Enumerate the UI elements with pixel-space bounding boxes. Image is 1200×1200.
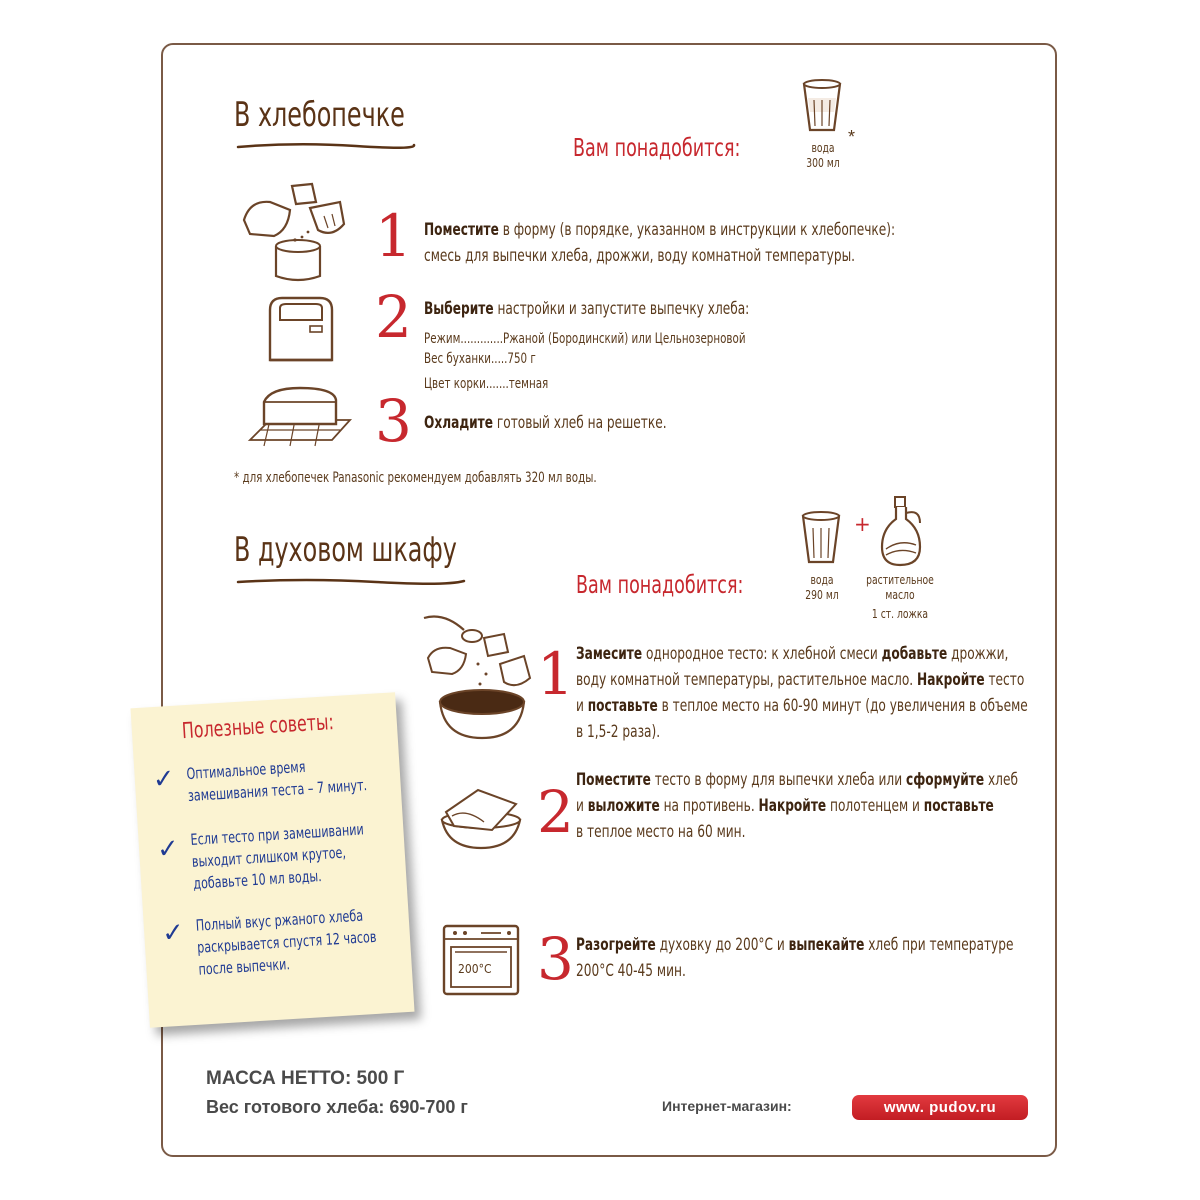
s2-step3-l1-t3: хлеб при температуре — [864, 935, 1014, 954]
s2-step1-l2-t2: тесто — [984, 670, 1025, 689]
s2-step1-line1 — [576, 644, 1008, 663]
tip-3 — [195, 904, 378, 981]
s2-step1-l2-t0: воду комнатной температуры, растительное масло. — [576, 670, 918, 689]
section1-title: В хлебопечке — [234, 95, 405, 135]
s2-step2-l2-b1: выложите — [587, 796, 660, 815]
s2-step3-l1-t1: духовку до 200°С и — [655, 935, 789, 954]
covered-dough-icon — [436, 786, 526, 856]
s2-step3-text — [576, 932, 1013, 984]
s1-step3-text — [424, 410, 667, 436]
s2-step1-l3-t0: и — [576, 696, 588, 715]
shop-link[interactable]: www. pudov.ru — [852, 1095, 1028, 1120]
oil-label-1: растительное — [866, 572, 934, 587]
s2-step1-line2 — [576, 670, 1024, 689]
checkmark-icon: ✓ — [161, 917, 185, 949]
section1-footnote: * для хлебопечек Panasonic рекомендуем добавлять 320 мл воды. — [234, 470, 597, 486]
s2-water-label: вода — [810, 572, 834, 587]
s1-step2-number: 2 — [375, 283, 412, 351]
plus-sign: + — [854, 512, 871, 536]
tip-2 — [190, 818, 367, 894]
section2-need-label: Вам понадобится: — [576, 570, 744, 599]
tip-2-line2: выходит слишком крутое, — [191, 843, 347, 871]
s2-water-amount: 290 мл — [805, 587, 839, 602]
s2-step1-number: 1 — [537, 640, 574, 708]
section2-title: В духовом шкафу — [234, 530, 457, 570]
s2-step2-line2 — [576, 796, 994, 815]
s2-step1-l1-b2: добавьте — [881, 644, 948, 663]
tip-1 — [186, 752, 368, 807]
bread-weight: Вес готового хлеба: 690-700 г — [206, 1097, 468, 1117]
s2-step2-l1-t1: тесто в форму для выпечки хлеба или — [650, 770, 906, 789]
s2-step2-line3: в теплое место на 60 мин. — [576, 822, 746, 841]
shop-label: Интернет-магазин: — [662, 1098, 792, 1114]
s2-step2-l1-b2: сформуйте — [905, 770, 985, 789]
s2-step3-number: 3 — [537, 925, 574, 993]
tip-3-line3: после выпечки. — [198, 955, 291, 979]
s2-step3-l1-b0: Разогрейте — [576, 935, 656, 954]
s1-step2-text — [424, 296, 749, 322]
s2-step1-text — [576, 641, 1028, 745]
section1-need-label: Вам понадобится: — [573, 133, 741, 162]
tips-title: Полезные советы: — [181, 710, 335, 745]
s2-step2-line1 — [576, 770, 1018, 789]
s2-step3-line1 — [576, 935, 1013, 954]
s2-step2-l2-b3: Накройте — [758, 796, 827, 815]
s2-step1-l1-b0: Замесите — [576, 644, 643, 663]
s1-step3-number: 3 — [375, 387, 412, 455]
tips-note — [130, 692, 414, 1028]
s2-step2-l1-t3: хлеб — [984, 770, 1018, 789]
ingredients-into-pan-icon — [240, 180, 360, 280]
glass-icon — [799, 510, 843, 566]
s2-step1-line4: в 1,5-2 раза). — [576, 722, 661, 741]
kneading-bowl-icon — [420, 612, 540, 742]
water-label: вода — [811, 140, 835, 155]
s2-step2-l2-t0: и — [576, 796, 588, 815]
glass-icon — [800, 78, 844, 134]
s1-step1-number: 1 — [375, 202, 412, 270]
s2-step3-l1-b2: выпекайте — [788, 935, 865, 954]
tip-2-line3: добавьте 10 мл воды. — [192, 867, 323, 893]
oil-amount: 1 ст. ложка — [871, 606, 929, 621]
tip-3-line2: раскрывается спустя 12 часов — [196, 927, 377, 957]
s1-step2-verb: Выберите — [424, 299, 494, 318]
tip-2-line1: Если тесто при замешивании — [190, 820, 365, 849]
s2-step1-l1-t1: однородное тесто: к хлебной смеси — [642, 644, 882, 663]
tip-1-line2: замешивания теста – 7 минут. — [187, 776, 368, 806]
checkmark-icon: ✓ — [156, 833, 180, 865]
net-mass: МАССА НЕТТО: 500 Г — [206, 1068, 405, 1089]
s1-step3-rest: готовый хлеб на решетке. — [493, 413, 667, 432]
s2-step2-l2-b5: поставьте — [923, 796, 994, 815]
s1-step3-verb: Охладите — [424, 413, 494, 432]
s2-step1-l1-t3: дрожжи, — [947, 644, 1009, 663]
s2-step1-line3 — [576, 696, 1028, 715]
s2-step1-l2-b1: Накройте — [917, 670, 985, 689]
s2-step2-l2-t4: полотенцем и — [826, 796, 924, 815]
s2-step1-l3-b1: поставьте — [587, 696, 658, 715]
s1-step2-rest: настройки и запустите выпечку хлеба: — [493, 299, 750, 318]
oil-label-2: масло — [885, 587, 915, 602]
s1-step1-line2: смесь для выпечки хлеба, дрожжи, воду комнатной температуры. — [424, 246, 856, 265]
s1-step1-rest: в форму (в порядке, указанном в инструкции к хлебопечке): — [498, 220, 896, 239]
bread-on-rack-icon — [240, 380, 360, 452]
s2-step3-line2: 200°С 40-45 мин. — [576, 961, 686, 980]
s2-step2-number: 2 — [537, 778, 574, 846]
water-amount: 300 мл — [806, 155, 840, 170]
oil-bottle-icon — [876, 495, 926, 567]
bread-machine-icon — [266, 294, 336, 366]
s2-step2-l1-b0: Поместите — [576, 770, 651, 789]
s2-step1-l3-t2: в теплое место на 60-90 минут (до увеличения в объеме — [657, 696, 1028, 715]
section2-underline — [236, 576, 466, 588]
s1-setting-weight: Вес буханки.....750 г — [424, 351, 536, 367]
tip-3-line1: Полный вкус ржаного хлеба — [195, 906, 364, 935]
oven-icon — [441, 923, 521, 997]
s1-step1-verb: Поместите — [424, 220, 499, 239]
checkmark-icon: ✓ — [151, 763, 176, 796]
section1-underline — [236, 140, 416, 152]
water-asterisk: * — [848, 127, 856, 147]
s1-setting-mode: Режим.............Ржаной (Бородинский) или Цельнозерновой — [424, 331, 746, 347]
tip-1-line1: Оптимальное время — [186, 757, 306, 784]
s1-setting-crust: Цвет корки.......темная — [424, 376, 549, 392]
s2-step2-l2-t2: на противень. — [659, 796, 759, 815]
s1-step1-text — [424, 217, 895, 269]
s2-step2-text — [576, 767, 1018, 845]
oven-temp-label: 200°C — [458, 962, 492, 976]
